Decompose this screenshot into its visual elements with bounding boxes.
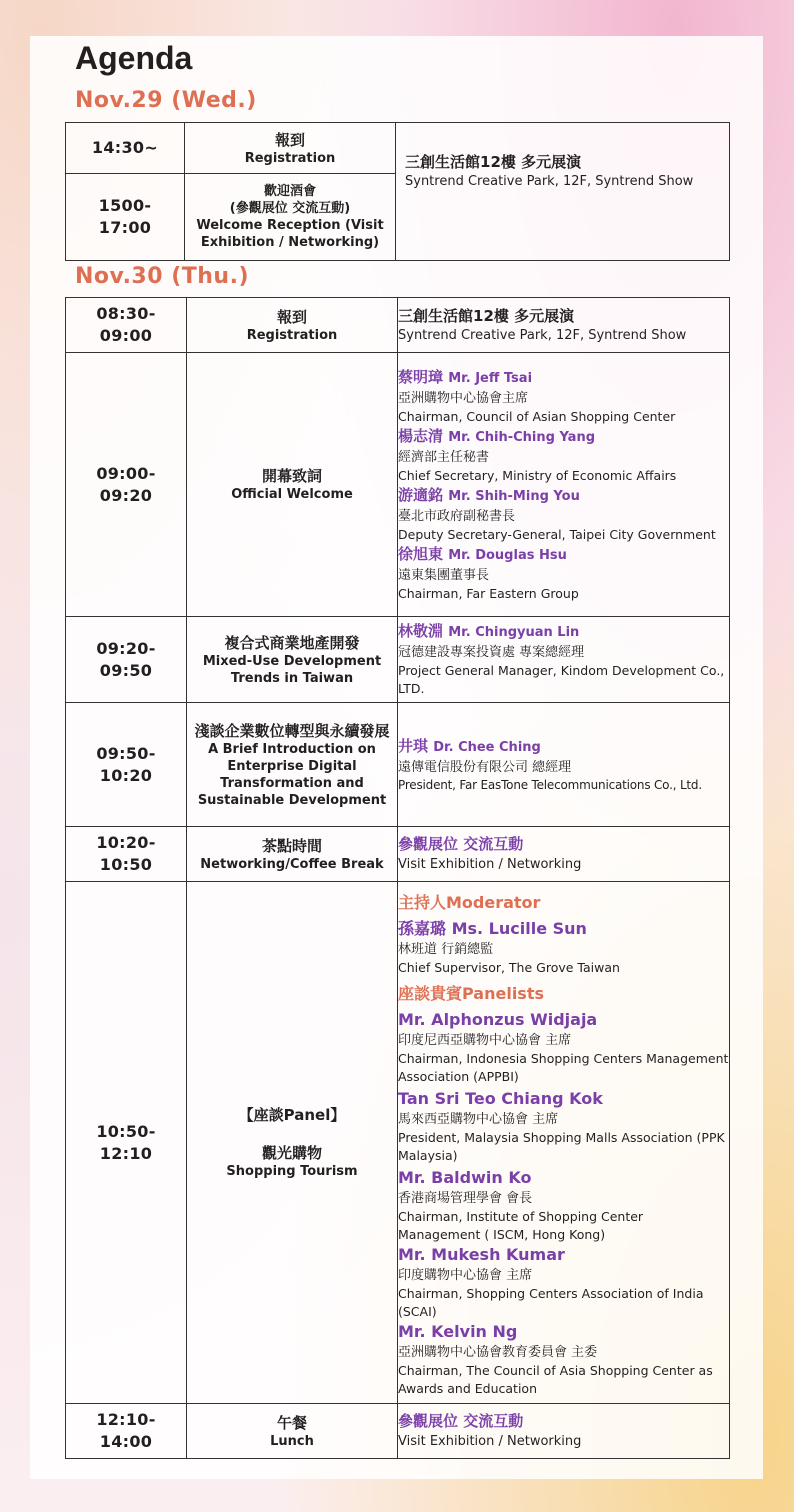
location-en: Syntrend Creative Park, 12F, Syntrend Show [398,327,687,343]
moderator-name: 孫嘉璐 Ms. Lucille Sun [398,918,587,938]
moderator-title-en: Chief Supervisor, The Grove Taiwan [398,959,620,975]
location-en: Syntrend Creative Park, 12F, Syntrend Show [405,174,694,189]
time-cell: 14:30~ [66,123,185,174]
event-cell [187,617,398,703]
event-cell [187,298,398,353]
speaker-title-en: Chief Secretary, Ministry of Economic Affairs [398,467,677,483]
panelist-name: Mr. Baldwin Ko [398,1167,532,1187]
speaker-name [398,736,729,758]
day1-table [65,122,730,261]
panelist-title-en: Chairman, Shopping Centers Association of India (SCAI) [398,1285,704,1319]
panelist-title-zh: 香港商場管理學會 會長 [398,1190,533,1206]
day1-date: Nov.29 (Wed.) [75,88,257,113]
speaker-title-zh: 遠傳電信股份有限公司 總經理 [398,759,572,775]
event-title-en: Registration [246,327,338,343]
speaker-title-en: Chairman, Far Eastern Group [398,585,579,601]
table-row [66,827,730,882]
time-cell: 12:10- 14:00 [66,1404,187,1459]
event-title-zh: 觀光購物 [261,1144,322,1162]
table-row [66,123,730,174]
moderator-heading: 主持人Moderator [398,892,541,912]
event-title-en: Official Welcome [231,487,353,502]
event-cell [185,174,396,261]
table-row [66,353,730,617]
speaker-name [398,621,729,643]
event-cell [187,827,398,882]
location-cell [396,123,730,261]
speaker-name [398,485,729,507]
page-title: Agenda [75,40,193,76]
panelist-title-en: Chairman, The Council of Asia Shopping Center as Awards and Education [398,1362,713,1396]
panelist-title-en: Chairman, Institute of Shopping Center Management ( ISCM, Hong Kong) [398,1208,644,1242]
moderator-title-zh: 林班道 行銷總監 [398,941,494,957]
panelist-title-zh: 印度尼西亞購物中心協會 主席 [398,1032,572,1048]
time-cell: 10:50- 12:10 [66,882,187,1404]
panelist-name: Mr. Kelvin Ng [398,1321,518,1341]
panelist-name: Mr. Mukesh Kumar [398,1244,565,1264]
event-cell [187,1404,398,1459]
table-row [66,298,730,353]
time-cell: 10:20- 10:50 [66,827,187,882]
spacer [398,977,729,981]
event-title-zh: 午餐 [276,1413,307,1432]
speaker-name-zh: 井琪 [398,736,429,755]
panelist-title-en: President, Malaysia Shopping Malls Association (PPK Malaysia) [398,1129,725,1163]
event-title-zh: 複合式商業地產開發 [224,633,360,652]
event-title-zh: 茶點時間 [261,836,322,855]
event-title-en: Registration [244,150,336,166]
speaker-name-zh: 徐旭東 [398,544,444,563]
speaker-name-zh: 楊志清 [398,426,444,445]
event-title-zh: 淺談企業數位轉型與永續發展 [194,721,390,740]
speakers-cell [398,353,730,617]
event-cell [185,123,396,174]
speaker-title-zh: 遠東集團董事長 [398,567,490,583]
activity-en: Visit Exhibition / Networking [398,857,582,872]
time-cell: 09:50- 10:20 [66,703,187,827]
event-title-en: Shopping Tourism [226,1164,358,1179]
speaker-name-zh: 蔡明璋 [398,367,444,386]
event-cell [187,703,398,827]
speaker-name-en: Mr. Chih-Ching Yang [448,429,596,445]
event-cell [187,882,398,1404]
panelists-heading: 座談貴賓Panelists [398,983,545,1003]
event-title-zh: 報到 [274,130,305,149]
activity-en: Visit Exhibition / Networking [398,1434,582,1449]
speaker-name [398,544,729,566]
table-row [66,703,730,827]
speaker-name-en: Mr. Chingyuan Lin [448,625,580,640]
panelist-title-zh: 亞洲購物中心協會教育委員會 主委 [398,1344,598,1360]
panelist-title-en: Chairman, Indonesia Shopping Centers Management Association (APPBI) [398,1050,729,1084]
panelist-name: Tan Sri Teo Chiang Kok [398,1088,603,1108]
panelist-title-zh: 印度購物中心協會 主席 [398,1267,533,1283]
panelist-name: Mr. Alphonzus Widjaja [398,1009,598,1029]
spacer [187,1125,397,1143]
location-zh: 三創生活館12樓 多元展演 [405,153,582,171]
speaker-title-en: Deputy Secretary-General, Taipei City Government [398,526,716,542]
event-title-en: Welcome Reception (Visit Exhibition / Networking) [196,218,384,250]
event-title-zh: 開幕致詞 [261,467,322,485]
time-cell: 1500- 17:00 [66,174,185,261]
speaker-name-en: Mr. Shih-Ming You [448,488,580,504]
speaker-name-en: Dr. Chee Ching [433,739,541,755]
speaker-name [398,367,729,389]
speakers-cell [398,617,730,703]
event-title-en: Networking/Coffee Break [200,856,384,872]
speaker-title-zh: 冠德建設專案投資處 專案總經理 [398,645,585,660]
speaker-title-zh: 亞洲購物中心協會主席 [398,390,529,406]
speaker-title-en: Project General Manager, Kindom Development Co., LTD. [398,663,725,696]
info-cell [398,827,730,882]
location-cell [398,298,730,353]
activity-zh: 參觀展位 交流互動 [398,1412,524,1430]
time-cell: 09:20- 09:50 [66,617,187,703]
speakers-cell [398,703,730,827]
event-title-en: Lunch [270,1433,314,1449]
table-row [66,617,730,703]
day2-date: Nov.30 (Thu.) [75,264,250,289]
event-title-zh: 歡迎酒會 (參觀展位 交流互動) [229,184,351,216]
speaker-name-en: Mr. Douglas Hsu [448,547,567,563]
time-cell: 09:00- 09:20 [66,353,187,617]
speaker-title-zh: 經濟部主任秘書 [398,449,490,465]
speaker-name [398,426,729,448]
speaker-title-zh: 臺北市政府副秘書長 [398,508,516,524]
time-cell: 08:30- 09:00 [66,298,187,353]
day2-table [65,297,730,1459]
panelist-title-zh: 馬來西亞購物中心協會 主席 [398,1111,559,1127]
event-title-en: Mixed-Use Development Trends in Taiwan [202,653,382,686]
location-zh: 三創生活館12樓 多元展演 [398,306,575,325]
speaker-title-en: President, Far EasTone Telecommunications Co., Ltd. [398,777,702,792]
panel-label: 【座談Panel】 [238,1106,346,1124]
event-title-en: A Brief Introduction on Enterprise Digital Transformation and Sustainable Development [197,741,387,808]
info-cell [398,1404,730,1459]
speaker-name-en: Mr. Jeff Tsai [448,370,533,386]
table-row [66,1404,730,1459]
event-title-zh: 報到 [276,307,307,326]
table-row [66,882,730,1404]
speaker-name-zh: 林敬淵 [398,622,444,640]
event-cell [187,353,398,617]
speakers-cell [398,882,730,1404]
speaker-title-en: Chairman, Council of Asian Shopping Center [398,408,676,424]
activity-zh: 參觀展位 交流互動 [398,835,524,853]
speaker-name-zh: 游適銘 [398,485,444,504]
